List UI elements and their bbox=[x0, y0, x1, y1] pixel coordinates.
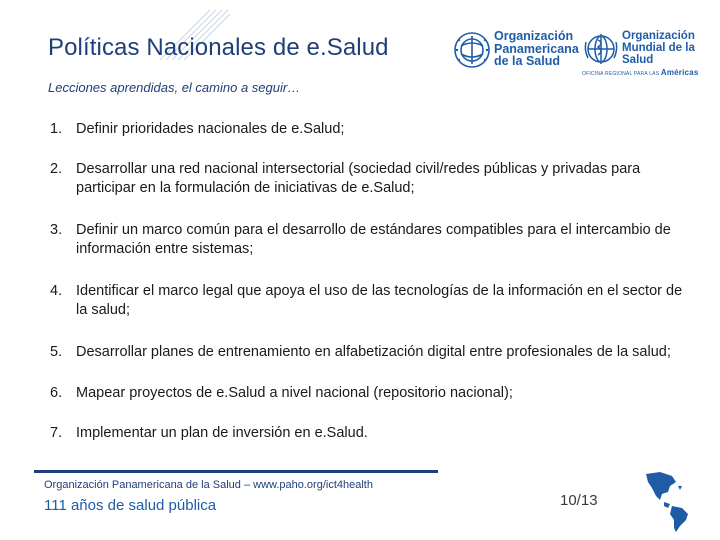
page-number: 10/13 bbox=[560, 492, 598, 509]
who-name-line: Mundial de la Salud bbox=[622, 42, 695, 66]
list-item-number: 1. bbox=[50, 121, 63, 137]
who-name bbox=[622, 30, 718, 66]
footer-organization: Organización Panamericana de la Salud – www.paho.org/ict4health bbox=[44, 479, 373, 491]
who-name-line: Organización bbox=[622, 30, 695, 42]
slide-title: Políticas Nacionales de e.Salud bbox=[48, 34, 389, 61]
paho-name-line: Organización bbox=[494, 29, 574, 43]
list-item-number: 6. bbox=[50, 385, 63, 401]
list-item-number: 7. bbox=[50, 425, 63, 441]
footer-divider bbox=[34, 470, 438, 473]
footer-tagline: 111 años de salud pública bbox=[44, 497, 217, 514]
slide-subtitle: Lecciones aprendidas, el camino a seguir… bbox=[48, 80, 301, 95]
list-item-number: 3. bbox=[50, 222, 63, 238]
paho-logo bbox=[452, 28, 579, 74]
paho-name bbox=[494, 30, 579, 68]
list-item bbox=[50, 424, 690, 443]
list-item bbox=[50, 160, 690, 198]
list-item-text: Mapear proyectos de e.Salud a nivel nacional (repositorio nacional); bbox=[76, 385, 513, 401]
list-item-text: Identificar el marco legal que apoya el uso de las tecnologías de la información en el sector de la salud; bbox=[76, 283, 683, 318]
paho-name-line: de la Salud bbox=[494, 54, 560, 68]
list-item-text: Definir un marco común para el desarrollo de estándares compatibles para el intercambio de información entre sistemas; bbox=[76, 222, 671, 257]
list-item-text: Desarrollar una red nacional intersectorial (sociedad civil/redes públicas y privadas para participar en la formulación de iniciativas de e.Salud; bbox=[76, 161, 641, 196]
list-item-number: 4. bbox=[50, 283, 63, 299]
list-item bbox=[50, 120, 690, 139]
who-emblem-icon bbox=[582, 30, 620, 68]
who-logo bbox=[582, 28, 718, 78]
list-item-text: Definir prioridades nacionales de e.Salud; bbox=[76, 121, 345, 137]
paho-name-line: Panamericana bbox=[494, 41, 579, 56]
list-item-text: Implementar un plan de inversión en e.Salud. bbox=[76, 425, 368, 441]
who-tagline-prefix: OFICINA REGIONAL PARA LAS bbox=[582, 71, 660, 77]
list-item-number: 5. bbox=[50, 344, 63, 360]
list-item bbox=[50, 221, 690, 259]
who-tagline-region: Américas bbox=[660, 68, 699, 77]
recommendations-list bbox=[50, 120, 690, 443]
paho-emblem-icon bbox=[452, 30, 492, 70]
list-item-text: Desarrollar planes de entrenamiento en alfabetización digital entre profesionales de la salud; bbox=[76, 344, 671, 360]
list-item bbox=[50, 282, 690, 320]
americas-map-icon bbox=[642, 470, 706, 534]
list-item bbox=[50, 343, 690, 362]
who-regional-tagline bbox=[582, 68, 698, 77]
list-item bbox=[50, 384, 690, 403]
list-item-number: 2. bbox=[50, 161, 63, 177]
